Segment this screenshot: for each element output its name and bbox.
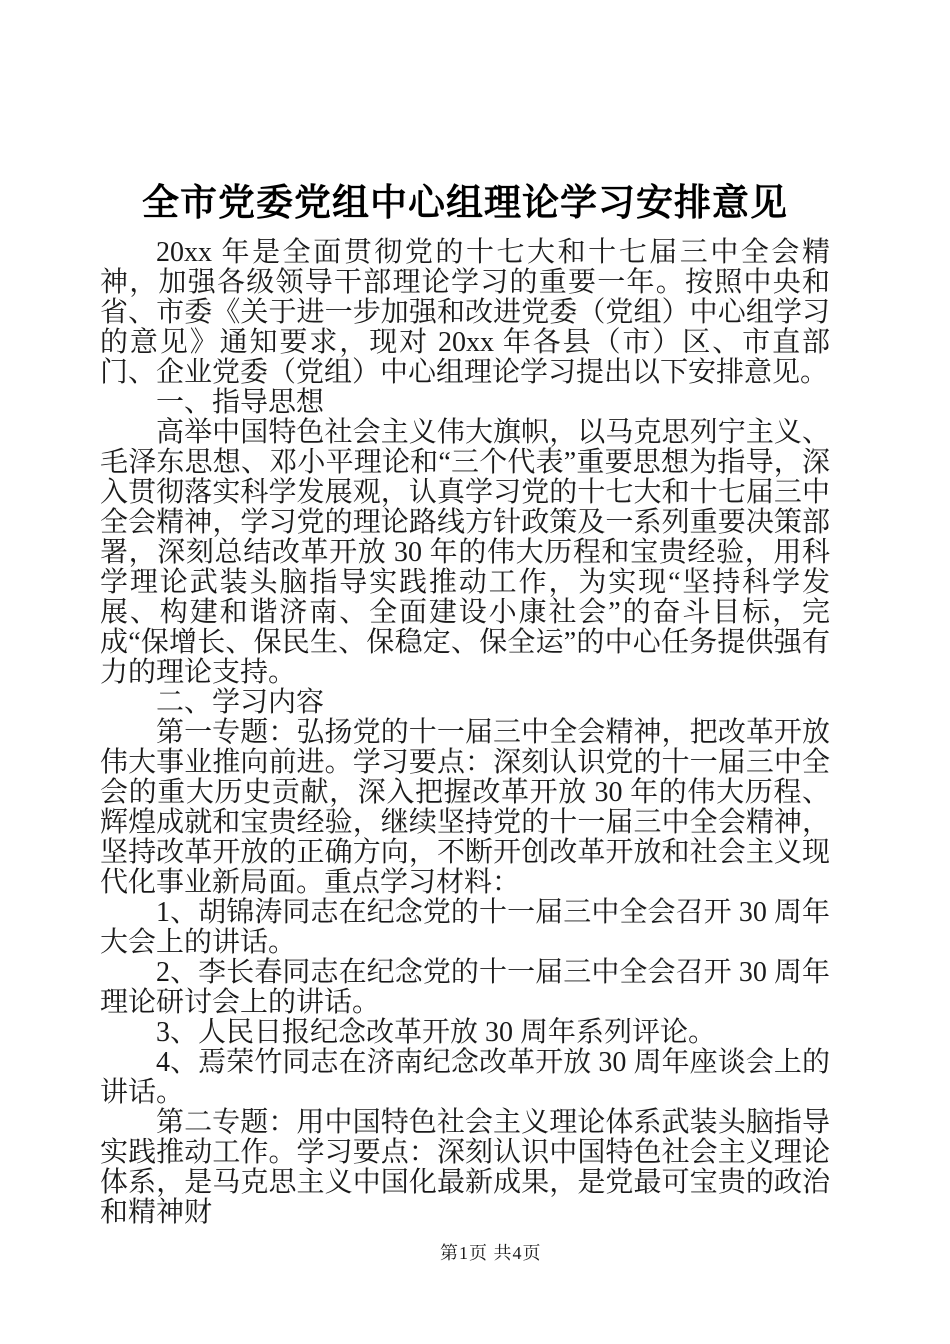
study-material-item-2: 2、李长春同志在纪念党的十一届三中全会召开 30 周年理论研讨会上的讲话。 [100, 957, 830, 1018]
heading-study-content: 二、学习内容 [156, 687, 325, 718]
topic-2-paragraph: 第二专题：用中国特色社会主义理论体系武装头脑指导实践推动工作。学习要点：深刻认识中国特色社会主义理论体系，是马克思主义中国化最新成果，是党最可宝贵的政治和精神财 [100, 1107, 830, 1228]
document-content [100, 180, 830, 1228]
document-title: 全市党委党组中心组理论学习安排意见 [142, 183, 788, 224]
heading-guiding-ideology: 一、指导思想 [156, 387, 325, 418]
study-material-item-1: 1、胡锦涛同志在纪念党的十一届三中全会召开 30 周年大会上的讲话。 [100, 897, 830, 958]
topic-1-paragraph: 第一专题：弘扬党的十一届三中全会精神，把改革开放伟大事业推向前进。学习要点：深刻认识党的十一届三中全会的重大历史贡献，深入把握改革开放 30 年的伟大历程、辉煌成就和宝贵经验，继续坚持党的十一届三中全会精神，坚持改革开放的正确方向，不断开创改革开放和社会主义现代化事业新局面。重点学习材料： [100, 717, 830, 898]
study-material-item-3: 3、人民日报纪念改革开放 30 周年系列评论。 [156, 1017, 717, 1048]
intro-paragraph: 20xx 年是全面贯彻党的十七大和十七届三中全会精神，加强各级领导干部理论学习的重要一年。按照中央和省、市委《关于进一步加强和改进党委（党组）中心组学习的意见》通知要求，现对 20xx 年各县（市）区、市直部门、企业党委（党组）中心组理论学习提出以下安排意见。 [100, 237, 830, 388]
study-material-item-4: 4、焉荣竹同志在济南纪念改革开放 30 周年座谈会上的讲话。 [100, 1047, 830, 1108]
guiding-ideology-paragraph: 高举中国特色社会主义伟大旗帜，以马克思列宁主义、毛泽东思想、邓小平理论和“三个代表”重要思想为指导，深入贯彻落实科学发展观，认真学习党的十七大和十七届三中全会精神，学习党的理论路线方针政策及一系列重要决策部署，深刻总结改革开放 30 年的伟大历程和宝贵经验，用科学理论武装头脑指导实践推动工作，为实现“坚持科学发展、构建和谐济南、全面建设小康社会”的奋斗目标，完成“保增长、保民生、保稳定、保全运”的中心任务提供强有力的理论支持。 [100, 417, 830, 688]
page-number-footer: 第1页 共4页 [440, 1243, 542, 1263]
